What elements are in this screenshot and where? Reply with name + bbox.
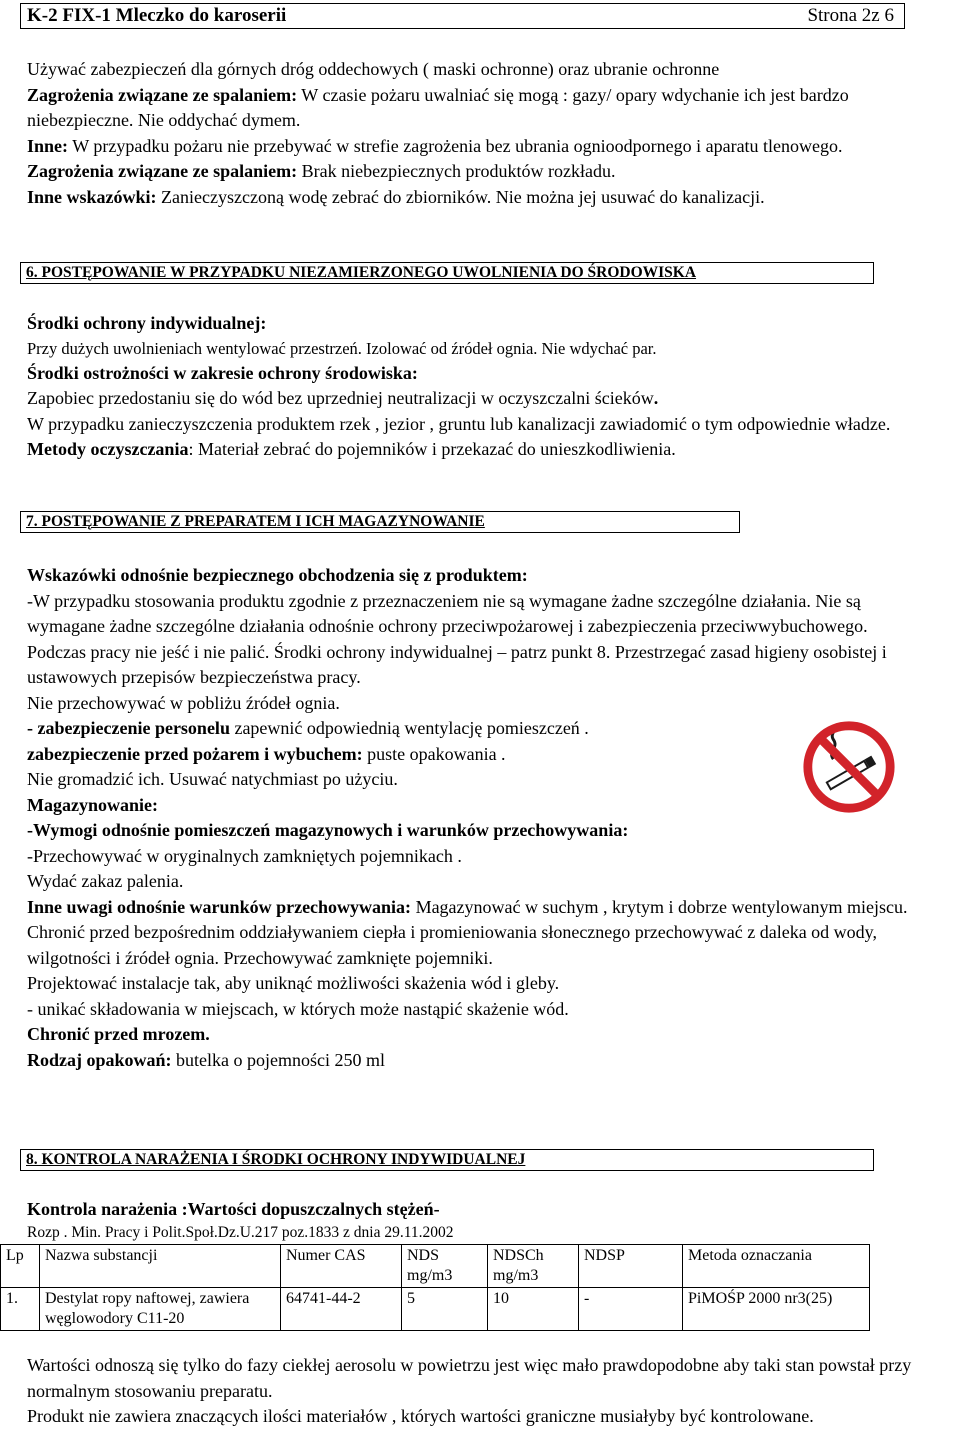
materials-note: Produkt nie zawiera znaczących ilości materiałów , których wartości graniczne musiałyby być kontrolowane. — [27, 1406, 814, 1426]
section7-body — [27, 563, 932, 1073]
header-ndsp: NDSP — [579, 1245, 683, 1288]
cell-nds: 5 — [402, 1288, 488, 1331]
header-method: Metoda oznaczania — [683, 1245, 870, 1288]
combustion-hazards-text: Zagrożenia związane ze spalaniem: W czasie pożaru uwalniać się mogą : gazy/ opary wdychanie ich jest bardzo niebezpieczne. Nie oddychać dymem. — [27, 84, 849, 130]
contamination-text: W przypadku zanieczyszczenia produktem rzek , jezior , gruntu lub kanalizacji zawiadomić o tym odpowiednie władze. — [27, 413, 891, 434]
packaging-text: Rodzaj opakowań: butelka o pojemności 250 ml — [27, 1049, 385, 1070]
cell-substance: Destylat ropy naftowej, zawiera węglowodory C11-20 — [40, 1288, 281, 1331]
personnel-protection-text: - zabezpieczenie personelu zapewnić odpowiednią wentylację pomieszczeń . — [27, 718, 589, 738]
cell-cas: 64741-44-2 — [281, 1288, 402, 1331]
environment-text: Zapobiec przedostaniu się do wód bez uprzedniej neutralizacji w oczyszczalni ścieków. — [27, 388, 659, 408]
no-smoking-icon — [800, 718, 898, 816]
header-substance: Nazwa substancji — [40, 1245, 281, 1288]
storage-requirements-heading: -Wymogi odnośnie pomieszczeń magazynowych i warunków przechowywania: — [27, 820, 629, 840]
exposure-control-heading: Kontrola narażenia :Wartości dopuszczalnych stężeń- — [27, 1199, 440, 1219]
safe-handling-text: -W przypadku stosowania produktu zgodnie z przeznaczeniem nie są wymagane żadne szczególne działania. Nie są wymagane żadne szczególne działania odnośnie ochrony przeciwpożarowej i zabezpieczenia przeciwwybuchowego. — [27, 590, 868, 636]
section8-body — [27, 1197, 947, 1223]
storage-notes-text: Inne uwagi odnośnie warunków przechowywania: Magazynować w suchym , krytym i dobrze wentylowanym miejscu. Chronić przed bezpośrednim oddziaływaniem ciepła i promieniowania słonecznego przechowywać z daleka od wody, wilgotności i źródeł ognia. Przechowywać zamknięte pojemniki. — [27, 896, 908, 968]
personal-protection-heading: Środki ochrony indywidualnej: — [27, 313, 267, 333]
combustion-products-text: Zagrożenia związane ze spalaniem: Brak niebezpiecznych produktów rozkładu. — [27, 161, 616, 181]
cleaning-methods-text: Metody oczyszczania: Materiał zebrać do pojemników i przekazać do unieszkodliwienia. — [27, 439, 676, 459]
table-row — [1, 1288, 870, 1331]
header-ndsch: NDSCh mg/m3 — [488, 1245, 579, 1288]
ignition-text: Nie przechowywać w pobliżu źródeł ognia. — [27, 692, 340, 713]
section8-heading: 8. KONTROLA NARAŻENIA I ŚRODKI OCHRONY INDYWIDUALNEJ — [20, 1149, 874, 1171]
exposure-limits-table — [0, 1244, 870, 1331]
work-hygiene-text: Podczas pracy nie jeść i nie palić. Środki ochrony indywidualnej – patrz punkt 8. Przestrzegać zasad higieny osobistej i ustawowych przepisów bezpieczeństwa pracy. — [27, 641, 887, 687]
section6-heading: 6. POSTĘPOWANIE W PRZYPADKU NIEZAMIERZONEGO UWOLNIENIA DO ŚRODOWISKA — [20, 262, 874, 284]
original-containers-text: -Przechowywać w oryginalnych zamkniętych pojemnikach . — [27, 845, 462, 866]
other-hints-text: Inne wskazówki: Zanieczyszczoną wodę zebrać do zbiorników. Nie można jej usuwać do kanalizacji. — [27, 186, 765, 207]
header-cas: Numer CAS — [281, 1245, 402, 1288]
header-nds: NDS mg/m3 — [402, 1245, 488, 1288]
table-header-row — [1, 1245, 870, 1288]
other-text: Inne: W przypadku pożaru nie przebywać w strefie zagrożenia bez ubrania ognioodpornego i aparatu tlenowego. — [27, 135, 843, 156]
avoid-storage-text: - unikać składowania w miejscach, w których może nastąpić skażenie wód. — [27, 998, 569, 1019]
cell-lp: 1. — [1, 1288, 40, 1331]
safe-handling-heading: Wskazówki odnośnie bezpiecznego obchodzenia się z produktem: — [27, 565, 528, 585]
page-number: Strona 2z 6 — [807, 5, 894, 26]
cell-method: PiMOŚP 2000 nr3(25) — [683, 1288, 870, 1331]
protective-equipment-text: Używać zabezpieczeń dla górnych dróg oddechowych ( maski ochronne) oraz ubranie ochronne — [27, 59, 720, 79]
final-notes — [27, 1353, 957, 1430]
no-accumulation-text: Nie gromadzić ich. Usuwać natychmiast po użyciu. — [27, 769, 398, 789]
frost-protection-heading: Chronić przed mrozem. — [27, 1024, 210, 1044]
header-lp: Lp — [1, 1245, 40, 1288]
personal-protection-text: Przy dużych uwolnieniach wentylować przestrzeń. Izolować od źródeł ognia. Nie wdychać par. — [27, 338, 657, 358]
environment-heading: Środki ostrożności w zakresie ochrony środowiska: — [27, 362, 418, 383]
aerosol-note: Wartości odnoszą się tylko do fazy ciekłej aerosolu w powietrzu jest więc mało prawdopodobne aby taki stan powstał przy normalnym stosowaniu preparatu. — [27, 1355, 912, 1401]
document-title: K-2 FIX-1 Mleczko do karoserii — [27, 5, 287, 26]
regulation-reference: Rozp . Min. Pracy i Polit.Społ.Dz.U.217 poz.1833 z dnia 29.11.2002 — [27, 1224, 454, 1241]
section6-body — [27, 311, 947, 463]
installation-text: Projektować instalacje tak, aby uniknąć możliwości skażenia wód i gleby. — [27, 973, 560, 993]
cell-ndsp: - — [579, 1288, 683, 1331]
storage-heading: Magazynowanie: — [27, 794, 158, 815]
fire-protection-text: zabezpieczenie przed pożarem i wybuchem: puste opakowania . — [27, 743, 506, 764]
page-header — [20, 3, 905, 29]
no-smoking-text: Wydać zakaz palenia. — [27, 871, 184, 891]
section7-heading: 7. POSTĘPOWANIE Z PREPARATEM I ICH MAGAZYNOWANIE — [20, 511, 740, 533]
section5-continuation — [27, 57, 947, 210]
cell-ndsch: 10 — [488, 1288, 579, 1331]
